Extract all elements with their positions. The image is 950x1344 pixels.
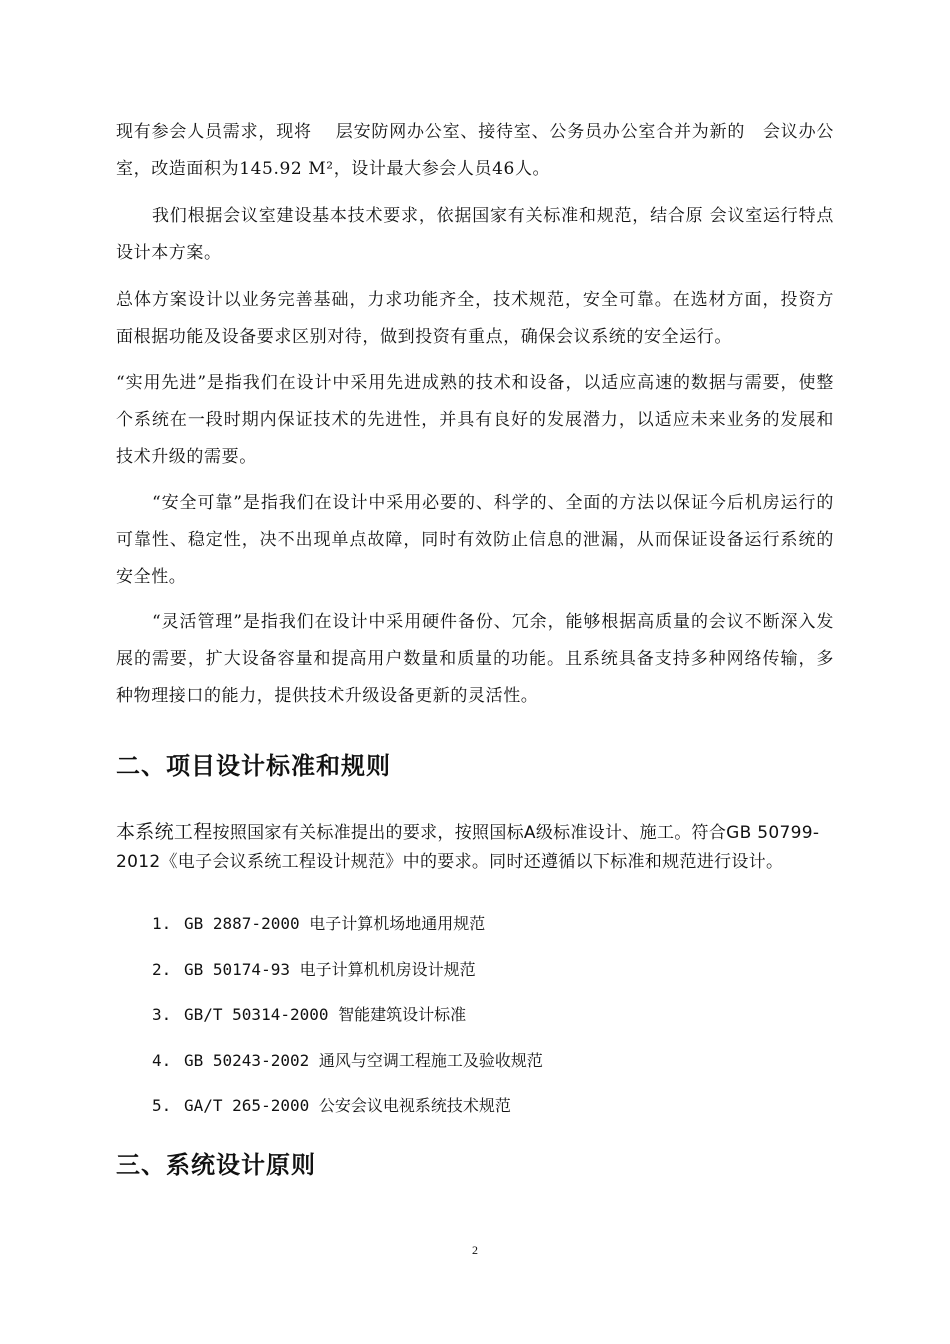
list-item-text: GB/T 50314-2000 智能建筑设计标准 (184, 1005, 467, 1024)
standards-list (152, 906, 543, 1134)
section-heading-design-principles: 三、系统设计原则 (116, 1151, 316, 1179)
standards-intro (116, 818, 834, 877)
list-item-text: GB 50174-93 电子计算机机房设计规范 (184, 959, 476, 979)
list-item-number: 5. (152, 1096, 172, 1115)
list-item-text: GA/T 265-2000 公安会议电视系统技术规范 (184, 1096, 511, 1115)
list-item-number: 2. (152, 959, 172, 979)
list-item (152, 906, 543, 952)
paragraph-overall-design: 总体方案设计以业务完善基础，力求功能齐全，技术规范，安全可靠。在选材方面，投资方面根据功能及设备要求区别对待，做到投资有重点，确保会议系统的安全运行。 (116, 290, 834, 347)
paragraph-meeting-room-need: 现有参会人员需求，现将 层安防网办公室、接待室、公务员办公室合并为新的 会议办公室，改造面积为145.92 M²，设计最大参会人员46人。 (116, 122, 834, 179)
list-item-text: GB 2887-2000 电子计算机场地通用规范 (184, 914, 486, 933)
list-item (152, 1043, 543, 1089)
section-heading-design-standards: 二、项目设计标准和规则 (116, 752, 391, 780)
list-item-number: 4. (152, 1050, 172, 1070)
list-item (152, 1088, 543, 1134)
standards-intro-lead: 本系统工程 (116, 821, 213, 843)
paragraph-practical-advanced: “实用先进”是指我们在设计中采用先进成熟的技术和设备，以适应高速的数据与需要，使整个系统在一段时期内保证技术的先进性，并具有良好的发展潜力，以适应未来业务的发展和技术升级的需要。 (116, 373, 834, 467)
paragraph-safe-reliable: “安全可靠”是指我们在设计中采用必要的、科学的、全面的方法以保证今后机房运行的可靠性、稳定性，决不出现单点故障，同时有效防止信息的泄漏，从而保证设备运行系统的安全性。 (116, 493, 834, 587)
list-item-number: 1. (152, 914, 172, 933)
paragraph-flexible-management: “灵活管理”是指我们在设计中采用硬件备份、冗余，能够根据高质量的会议不断深入发展的需要，扩大设备容量和提高用户数量和质量的功能。且系统具备支持多种网络传输，多种物理接口的能力，提供技术升级设备更新的灵活性。 (116, 612, 834, 706)
list-item (152, 997, 543, 1043)
list-item-text: GB 50243-2002 通风与空调工程施工及验收规范 (184, 1050, 543, 1070)
page-number: 2 (472, 1243, 478, 1257)
standards-intro-text: 按照国家有关标准提出的要求，按照国标A级标准设计、施工。符合GB 50799-2012《电子会议系统工程设计规范》中的要求。同时还遵循以下标准和规范进行设计。 (116, 823, 820, 872)
list-item (152, 952, 543, 998)
list-item-number: 3. (152, 1005, 172, 1024)
paragraph-design-basis: 我们根据会议室建设基本技术要求，依据国家有关标准和规范，结合原 会议室运行特点设计本方案。 (116, 206, 834, 263)
